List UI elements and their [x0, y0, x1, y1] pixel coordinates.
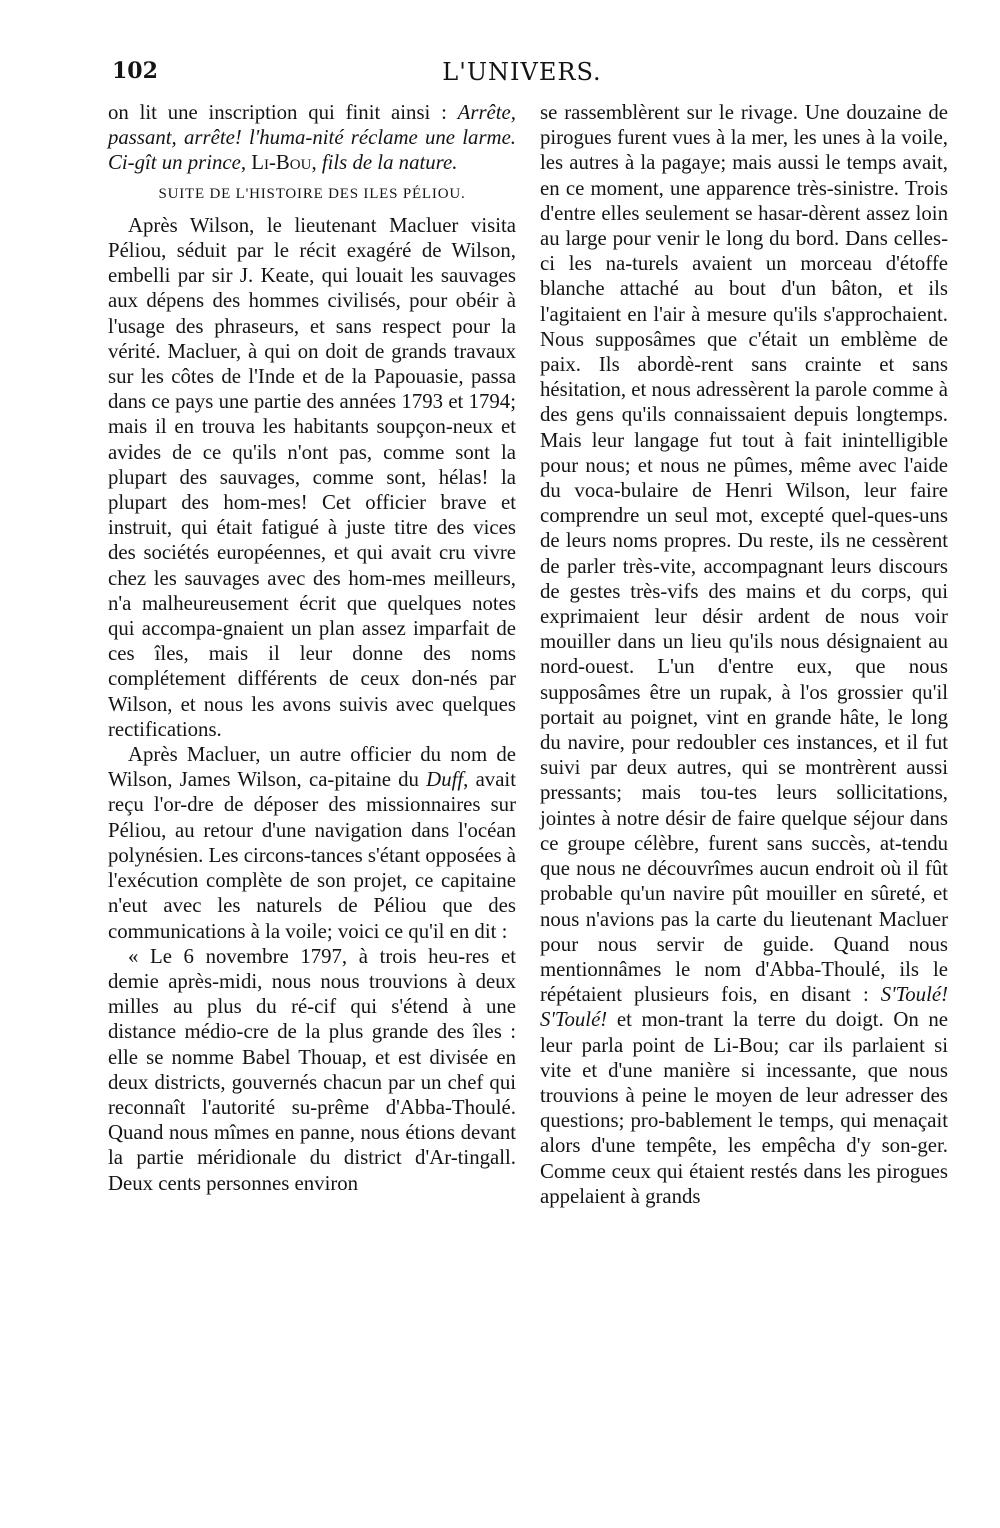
right-column [540, 100, 948, 1209]
quote-paragraph: « Le 6 novembre 1797, à trois heu-res et demie après-midi, nous nous trouvions à deux milles au plus du ré-cif qui s'étend à une distance médio-cre de la plus grande des îles : elle se nomme Babel Thouap, et est divisée en deux districts, gouvernés chacun par un chef qui reconnaît l'autorité su-prême d'Abba-Thoulé. Quand nous mîmes en panne, nous étions devant la partie méridionale du district d'Ar-tingall. Deux cents personnes environ [108, 944, 516, 1195]
left-column [108, 100, 516, 1196]
continuation-text-a: se rassemblèrent sur le rivage. Une douzaine de pirogues furent vues à la mer, les unes à la voile, les autres à la pagaye; mais aussi le temps avait, en ce moment, une apparence très-sinistre. Trois d'entre elles seulement se hasar-dèrent assez loin au large pour venir le long du bord. Dans celles-ci les na-turels avaient un morceau d'étoffe blanche attaché au bout d'un bâton, et ils l'agitaient en l'air à mesure qu'ils s'approchaient. Nous supposâmes que c'était un emblème de paix. Ils abordè-rent sans crainte et sans hésitation, et nous adressèrent la parole comme à des gens qu'ils connaissaient depuis longtemps. Mais leur langage fut tout à fait inintelligible pour nous; et nous ne pûmes, même avec l'aide du voca-bulaire de Henri Wilson, leur faire comprendre un seul mot, excepté quel-ques-uns de leurs noms propres. Du reste, ils ne cessèrent de parler très-vite, accompagnant leurs discours de gestes très-vifs des mains et du corps, qui exprimaient leur désir ardent de nous voir mouiller dans un lieu qu'ils nous désignaient au nord-ouest. L'un d'entre eux, que nous supposâmes être un rupak, à l'os grossier qu'il portait au poignet, vint en grande hâte, le long du navire, pour redoubler ces instances, et il fut suivi par deux autres, qui se montrèrent aussi pressants; mais tou-tes leurs sollicitations, jointes à notre désir de faire quelque séjour dans ce groupe célèbre, furent sans succès, at-tendu que nous ne découvrîmes aucun endroit où il fût probable qu'un navire pût mouiller en sûreté, et nous n'avions pas la carte du lieutenant Macluer pour nous servir de guide. Quand nous mentionnâmes le nom d'Abba-Thoulé, ils le répétaient plusieurs fois, en disant : [540, 101, 948, 1007]
running-title: L'UNIVERS. [442, 58, 602, 86]
continuation-text-b: et mon-trant la terre du doigt. On ne leur parla point de Li-Bou; car ils parlaient si vite et d'une manière si incessante, que nous trouvions à peine le moyen de leur adresser des questions; pro-bablement le temps, qui menaçait alors d'une tempête, les empêcha d'y son-ger. Comme ceux qui étaient restés dans les pirogues appelaient à grands [540, 1008, 948, 1208]
native-exclamation: S'Toulé! S'Toulé! [540, 983, 948, 1032]
continuation-paragraph [540, 100, 948, 1209]
epitaph-separator: , [311, 151, 322, 175]
macluer-paragraph: Après Wilson, le lieutenant Macluer visita Péliou, séduit par le récit exagéré de Wilson, embelli par sir J. Keate, qui louait les sauvages aux dépens des hommes civilisés, pour obéir à l'usage des phraseurs, et sans respect pour la vérité. Macluer, à qui on doit de grands travaux sur les côtes de l'Inde et de la Papouasie, passa dans ce pays une partie des années 1793 et 1794; mais il en trouva les habitants soupçon-neux et avides de ce qu'ils n'ont pas, comme sont la plupart des sauvages, comme sont, hélas! la plupart des hom-mes! Cet officier brave et instruit, qui était fatigué à juste titre des vices des sociétés européennes, et qui avait cru vivre chez les sauvages avec des hom-mes meilleurs, n'a malheureusement écrit que quelques notes qui accompa-gnaient un plan assez imparfait de ces îles, mais il leur donne des noms complétement différents de ceux don-nés par Wilson, et nous les avons suivis avec quelques rectifications. [108, 213, 516, 741]
ship-name: Duff [426, 768, 464, 792]
james-wilson-text-b: , avait reçu l'or-dre de déposer des missionnaires sur Péliou, au retour d'une navigation dans l'océan polynésien. Les circons-tances s'étant opposées à l'exécution complète de son projet, ce capitaine n'eut avec les naturels de Péliou que des communications à la voile; voici ce qu'il en dit : [108, 768, 516, 943]
james-wilson-paragraph [108, 742, 516, 944]
page-number: 102 [112, 58, 158, 84]
section-title: SUITE DE L'HISTOIRE DES ILES PÉLIOU. [158, 185, 466, 202]
epitaph-text: Arrête, passant, arrête! l'huma-nité réclame une larme. Ci-gît un prince, [108, 101, 516, 175]
epitaph-paragraph [108, 100, 516, 176]
james-wilson-text-a: Après Macluer, un autre officier du nom de Wilson, James Wilson, ca-pitaine du [108, 743, 516, 792]
epitaph-intro: on lit une inscription qui finit ainsi : [108, 101, 458, 124]
page-header [112, 58, 932, 92]
epitaph-name: Li-Bou [251, 151, 312, 175]
epitaph-ending: fils de la nature. [321, 151, 458, 175]
